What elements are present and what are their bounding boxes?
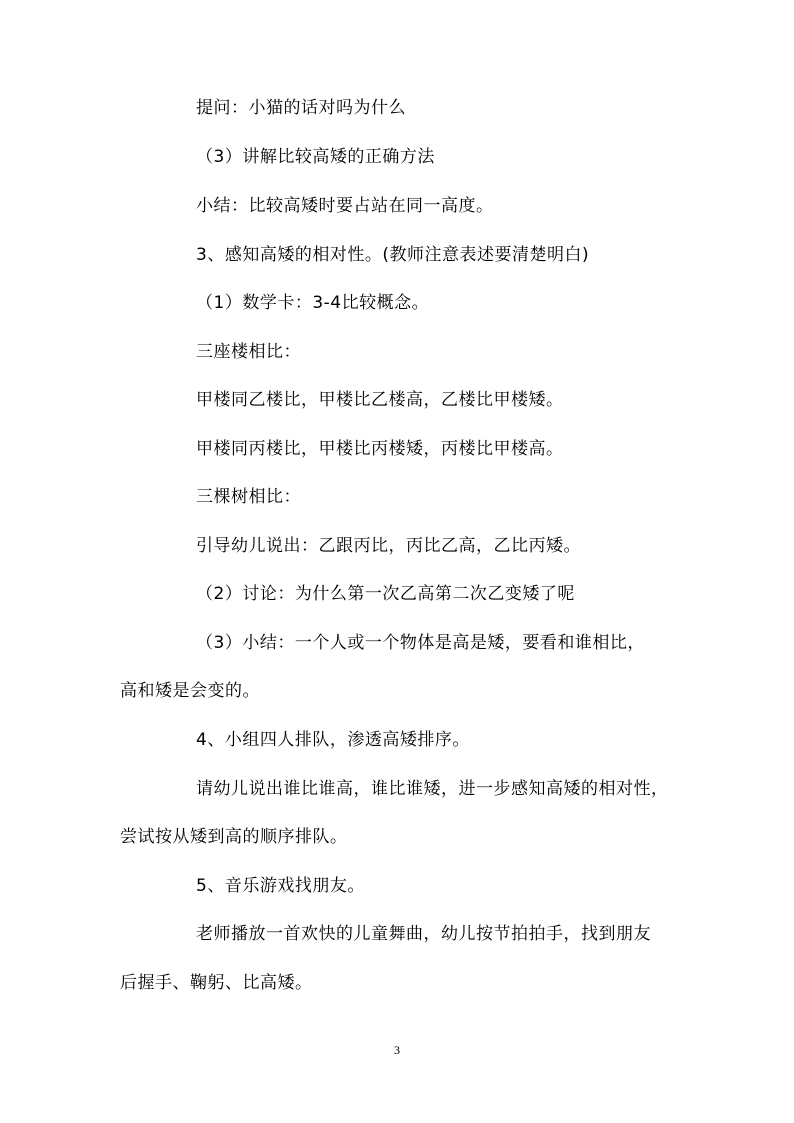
page-number: 3 xyxy=(394,1043,400,1057)
paragraph: 高和矮是会变的。 xyxy=(120,681,260,701)
paragraph: 引导幼儿说出：乙跟丙比，丙比乙高，乙比丙矮。 xyxy=(196,536,581,556)
paragraph: 请幼儿说出谁比谁高，谁比谁矮，进一步感知高矮的相对性， xyxy=(196,779,669,799)
paragraph: 小结：比较高矮时要占站在同一高度。 xyxy=(196,196,494,216)
paragraph: 甲楼同乙楼比，甲楼比乙楼高，乙楼比甲楼矮。 xyxy=(196,390,564,410)
paragraph: 后握手、鞠躬、比高矮。 xyxy=(120,973,313,993)
paragraph: 甲楼同丙楼比，甲楼比丙楼矮，丙楼比甲楼高。 xyxy=(196,439,564,459)
paragraph: （1）数学卡：3-4比较概念。 xyxy=(196,293,430,313)
paragraph: 尝试按从矮到高的顺序排队。 xyxy=(120,827,348,847)
section-heading: 5、音乐游戏找朋友。 xyxy=(196,876,365,896)
paragraph: 提问：小猫的话对吗为什么 xyxy=(196,98,406,118)
section-heading: 4、小组四人排队，渗透高矮排序。 xyxy=(196,730,470,750)
paragraph: （3）讲解比较高矮的正确方法 xyxy=(196,147,435,167)
section-heading: 3、感知高矮的相对性。(教师注意表述要清楚明白) xyxy=(196,245,590,265)
paragraph: 三座楼相比： xyxy=(196,342,301,362)
paragraph: （2）讨论：为什么第一次乙高第二次乙变矮了呢 xyxy=(196,584,575,604)
paragraph: 老师播放一首欢快的儿童舞曲，幼儿按节拍拍手，找到朋友 xyxy=(196,924,651,944)
paragraph: 三棵树相比： xyxy=(196,487,301,507)
paragraph: （3）小结：一个人或一个物体是高是矮，要看和谁相比， xyxy=(196,633,645,653)
